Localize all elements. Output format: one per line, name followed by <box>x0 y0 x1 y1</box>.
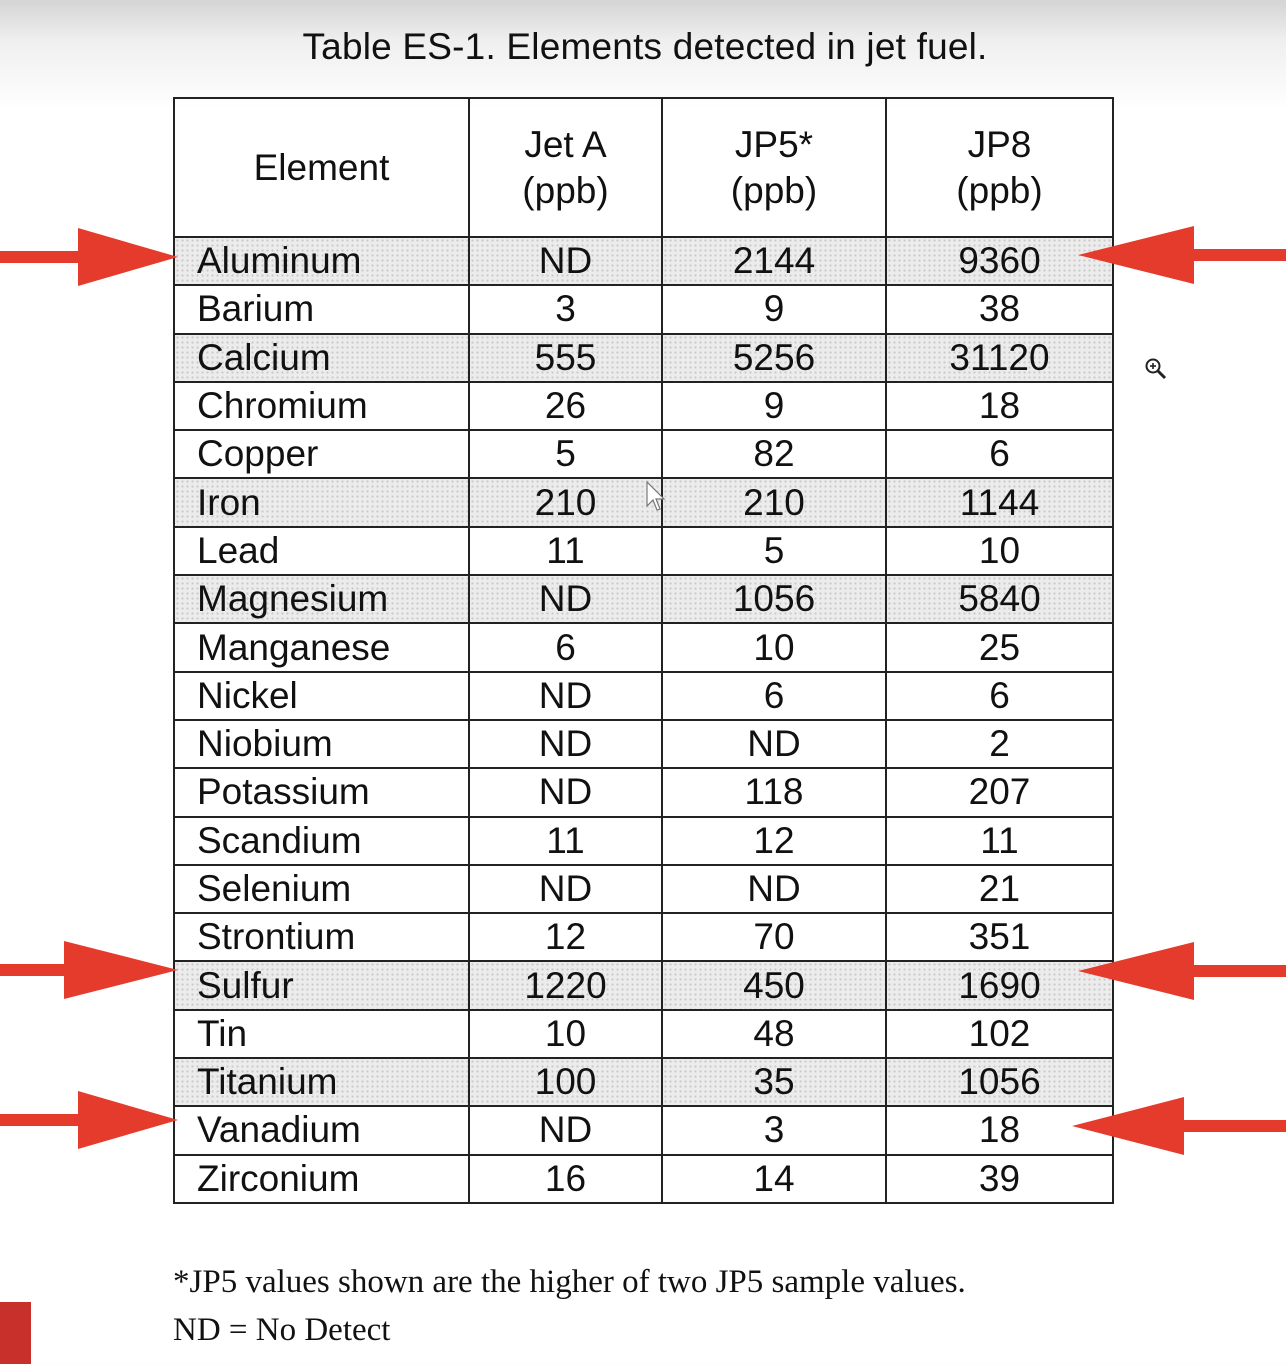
header-jet-a-name: Jet A <box>524 123 607 165</box>
cell-jp8: 18 <box>886 1106 1113 1154</box>
table-row <box>174 913 1113 961</box>
table-row <box>174 623 1113 671</box>
header-jp8-unit: (ppb) <box>956 169 1043 211</box>
cell-element: Niobium <box>174 720 469 768</box>
header-element-label: Element <box>253 146 390 188</box>
header-jp5-unit: (ppb) <box>730 169 818 211</box>
cell-jp5: 35 <box>662 1058 886 1106</box>
cell-jet-a: 26 <box>469 382 662 430</box>
cell-jet-a: 16 <box>469 1155 662 1203</box>
cell-jp5: 48 <box>662 1010 886 1058</box>
cell-jp5: 12 <box>662 817 886 865</box>
cell-jp5: ND <box>662 720 886 768</box>
cell-element: Iron <box>174 478 469 526</box>
arrow-left-icon <box>1072 1097 1286 1155</box>
cell-jet-a: 11 <box>469 527 662 575</box>
cell-element: Nickel <box>174 672 469 720</box>
table-row <box>174 478 1113 526</box>
cell-jp5: 82 <box>662 430 886 478</box>
header-jp8 <box>886 98 1113 237</box>
cell-jp5: 10 <box>662 623 886 671</box>
cell-jp8: 207 <box>886 768 1113 816</box>
cell-jp8: 11 <box>886 817 1113 865</box>
header-jet-a <box>469 98 662 237</box>
red-slide-marker <box>0 1302 31 1364</box>
cell-jet-a: ND <box>469 720 662 768</box>
cell-jet-a: ND <box>469 237 662 285</box>
cell-jet-a: 100 <box>469 1058 662 1106</box>
cell-jp5: 9 <box>662 285 886 333</box>
cell-jet-a: ND <box>469 1106 662 1154</box>
cell-jp8: 38 <box>886 285 1113 333</box>
cell-jp8: 9360 <box>886 237 1113 285</box>
header-jp8-name: JP8 <box>967 123 1032 165</box>
cell-element: Potassium <box>174 768 469 816</box>
cell-jp8: 10 <box>886 527 1113 575</box>
arrow-right-icon <box>0 228 178 286</box>
cell-jet-a: 12 <box>469 913 662 961</box>
cell-jet-a: 210 <box>469 478 662 526</box>
cell-element: Titanium <box>174 1058 469 1106</box>
cell-jp5: 450 <box>662 961 886 1009</box>
table-row <box>174 961 1113 1009</box>
cell-jp8: 6 <box>886 672 1113 720</box>
cell-jp5: 3 <box>662 1106 886 1154</box>
cell-element: Selenium <box>174 865 469 913</box>
zoom-in-icon[interactable] <box>1144 357 1170 383</box>
cell-jet-a: ND <box>469 672 662 720</box>
arrow-right-icon <box>0 941 178 999</box>
cell-jp5: 2144 <box>662 237 886 285</box>
arrow-right-icon <box>0 1091 178 1149</box>
cell-jp8: 102 <box>886 1010 1113 1058</box>
table-row <box>174 1106 1113 1154</box>
cell-jp5: 5 <box>662 527 886 575</box>
table-row <box>174 285 1113 333</box>
cell-jp8: 5840 <box>886 575 1113 623</box>
cell-jet-a: 5 <box>469 430 662 478</box>
cell-jp8: 18 <box>886 382 1113 430</box>
cell-jet-a: 10 <box>469 1010 662 1058</box>
table-title: Table ES-1. Elements detected in jet fuel. <box>302 26 988 67</box>
table-row <box>174 817 1113 865</box>
cell-element: Strontium <box>174 913 469 961</box>
cell-element: Tin <box>174 1010 469 1058</box>
table-row <box>174 672 1113 720</box>
cell-jp8: 2 <box>886 720 1113 768</box>
cell-element: Zirconium <box>174 1155 469 1203</box>
cell-jp5: 6 <box>662 672 886 720</box>
cell-element: Barium <box>174 285 469 333</box>
table-row <box>174 430 1113 478</box>
table-row <box>174 720 1113 768</box>
table-row <box>174 1155 1113 1203</box>
cell-jp8: 31120 <box>886 334 1113 382</box>
arrow-left-icon <box>1078 942 1286 1000</box>
cell-jet-a: 555 <box>469 334 662 382</box>
elements-table <box>173 97 1114 1204</box>
cell-jp5: ND <box>662 865 886 913</box>
table-header-row <box>174 98 1113 237</box>
cell-element: Magnesium <box>174 575 469 623</box>
table-row <box>174 1010 1113 1058</box>
cell-element: Lead <box>174 527 469 575</box>
cell-jp5: 70 <box>662 913 886 961</box>
table-row <box>174 382 1113 430</box>
cell-jp5: 210 <box>662 478 886 526</box>
cell-jp8: 1144 <box>886 478 1113 526</box>
cell-element: Chromium <box>174 382 469 430</box>
cell-element: Scandium <box>174 817 469 865</box>
mouse-cursor-icon <box>645 480 667 514</box>
table-row <box>174 575 1113 623</box>
cell-jp5: 1056 <box>662 575 886 623</box>
cell-jp8: 6 <box>886 430 1113 478</box>
cell-jp8: 351 <box>886 913 1113 961</box>
cell-element: Aluminum <box>174 237 469 285</box>
cell-jet-a: 11 <box>469 817 662 865</box>
cell-jp8: 1690 <box>886 961 1113 1009</box>
cell-jp8: 1056 <box>886 1058 1113 1106</box>
cell-jet-a: 3 <box>469 285 662 333</box>
cell-element: Copper <box>174 430 469 478</box>
cell-jet-a: ND <box>469 575 662 623</box>
cell-jet-a: 6 <box>469 623 662 671</box>
cell-jp8: 21 <box>886 865 1113 913</box>
jp5-footnote: *JP5 values shown are the higher of two JP5 sample values. <box>173 1264 966 1300</box>
header-jet-a-unit: (ppb) <box>522 169 609 211</box>
cell-jet-a: ND <box>469 865 662 913</box>
header-element <box>174 98 469 237</box>
cell-jp8: 25 <box>886 623 1113 671</box>
table-row <box>174 1058 1113 1106</box>
header-jp5 <box>662 98 886 237</box>
table-row <box>174 237 1113 285</box>
arrow-left-icon <box>1078 226 1286 284</box>
cell-jp5: 9 <box>662 382 886 430</box>
cell-jp5: 118 <box>662 768 886 816</box>
table-row <box>174 334 1113 382</box>
table-row <box>174 865 1113 913</box>
cell-jet-a: ND <box>469 768 662 816</box>
table-row <box>174 768 1113 816</box>
header-jp5-name: JP5* <box>734 123 814 165</box>
cell-element: Sulfur <box>174 961 469 1009</box>
cell-jp5: 5256 <box>662 334 886 382</box>
cell-element: Vanadium <box>174 1106 469 1154</box>
cell-jp8: 39 <box>886 1155 1113 1203</box>
cell-jp5: 14 <box>662 1155 886 1203</box>
cell-element: Calcium <box>174 334 469 382</box>
table-row <box>174 527 1113 575</box>
cell-element: Manganese <box>174 623 469 671</box>
cell-jet-a: 1220 <box>469 961 662 1009</box>
nd-footnote: ND = No Detect <box>173 1312 391 1348</box>
